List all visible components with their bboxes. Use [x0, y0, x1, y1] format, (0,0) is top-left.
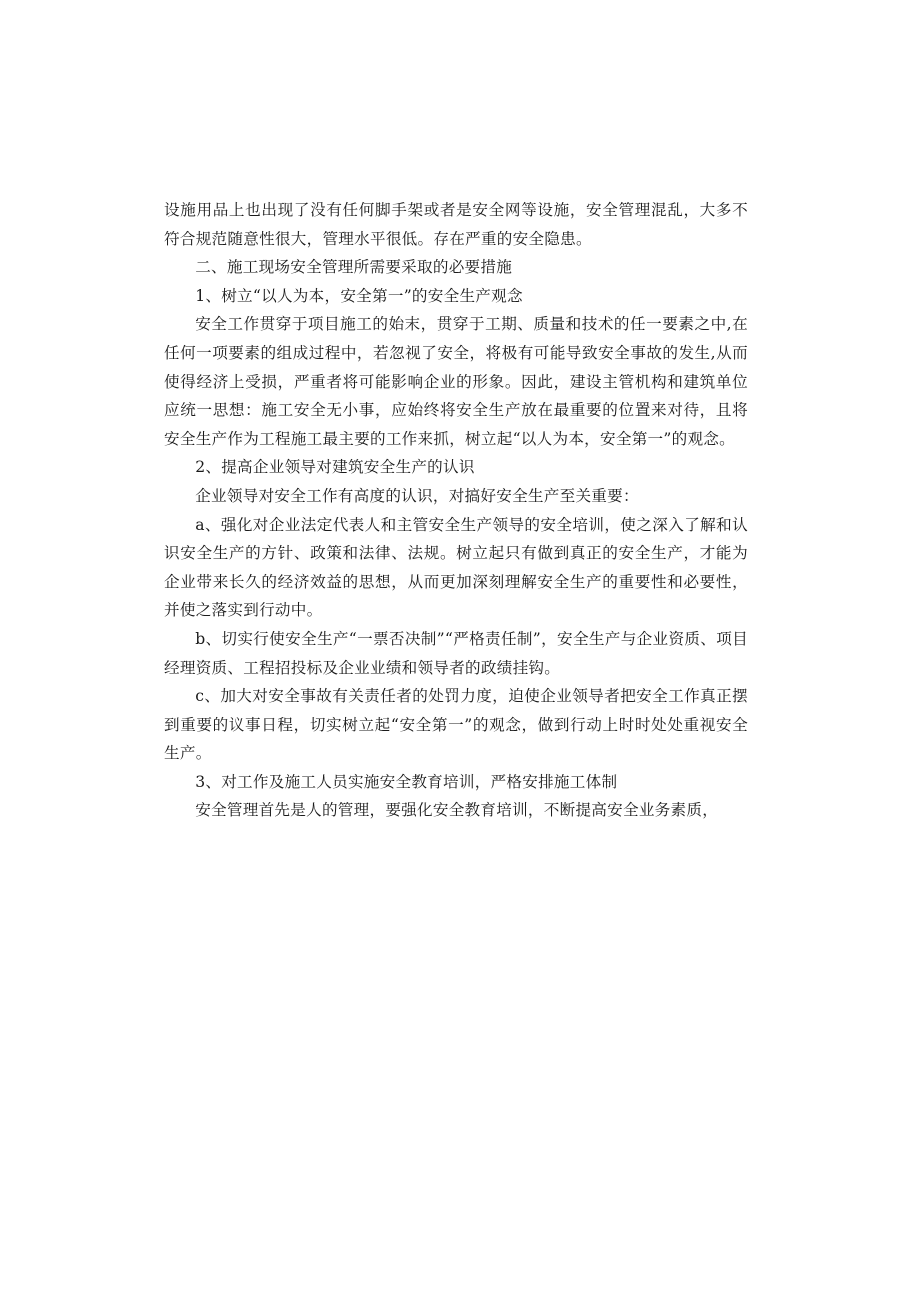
subsection-heading-2: 2、提高企业领导对建筑安全生产的认识	[195, 458, 475, 477]
paragraph-leadership-intro: 企业领导对安全工作有高度的认识，对搞好安全生产至关重要：	[195, 486, 639, 505]
paragraph-personnel-management: 安全管理首先是人的管理，要强化安全教育培训，不断提高安全业务素质，	[195, 801, 719, 820]
section-heading-2: 二、施工现场安全管理所需要采取的必要措施	[195, 258, 513, 277]
list-item-a: a、强化对企业法定代表人和主管安全生产领导的安全培训，使之深入了解和认识安全生产的方针、政策和法律、法规。树立起只有做到真正的安全生产，才能为企业带来长久的经济效益的思想，从而更加深刻理解安全生产的重要性和必要性，并使之落实到行动中。	[164, 515, 748, 620]
document-body	[164, 196, 748, 825]
list-item-b: b、切实行使安全生产“一票否决制”“严格责任制”，安全生产与企业资质、项目经理资质、工程招投标及企业业绩和领导者的政绩挂钩。	[164, 629, 748, 677]
subsection-heading-3: 3、对工作及施工人员实施安全教育培训，严格安排施工体制	[195, 772, 618, 791]
paragraph-safety-throughout: 安全工作贯穿于项目施工的始末，贯穿于工期、质量和技术的任一要素之中,在任何一项要素的组成过程中，若忽视了安全，将极有可能导致安全事故的发生,从而使得经济上受损，严重者将可能影响企业的形象。因此，建设主管机构和建筑单位应统一思想：施工安全无小事，应始终将安全生产放在最重要的位置来对待，且将安全生产作为工程施工最主要的工作来抓，树立起“以人为本，安全第一”的观念。	[164, 315, 748, 448]
list-item-c: c、加大对安全事故有关责任者的处罚力度，迫使企业领导者把安全工作真正摆到重要的议事日程，切实树立起“安全第一”的观念，做到行动上时时处处重视安全生产。	[164, 687, 748, 763]
subsection-heading-1: 1、树立“以人为本，安全第一”的安全生产观念	[195, 286, 523, 305]
paragraph-continuation: 设施用品上也出现了没有任何脚手架或者是安全网等设施，安全管理混乱，大多不符合规范随意性很大，管理水平很低。存在严重的安全隐患。	[164, 201, 748, 248]
